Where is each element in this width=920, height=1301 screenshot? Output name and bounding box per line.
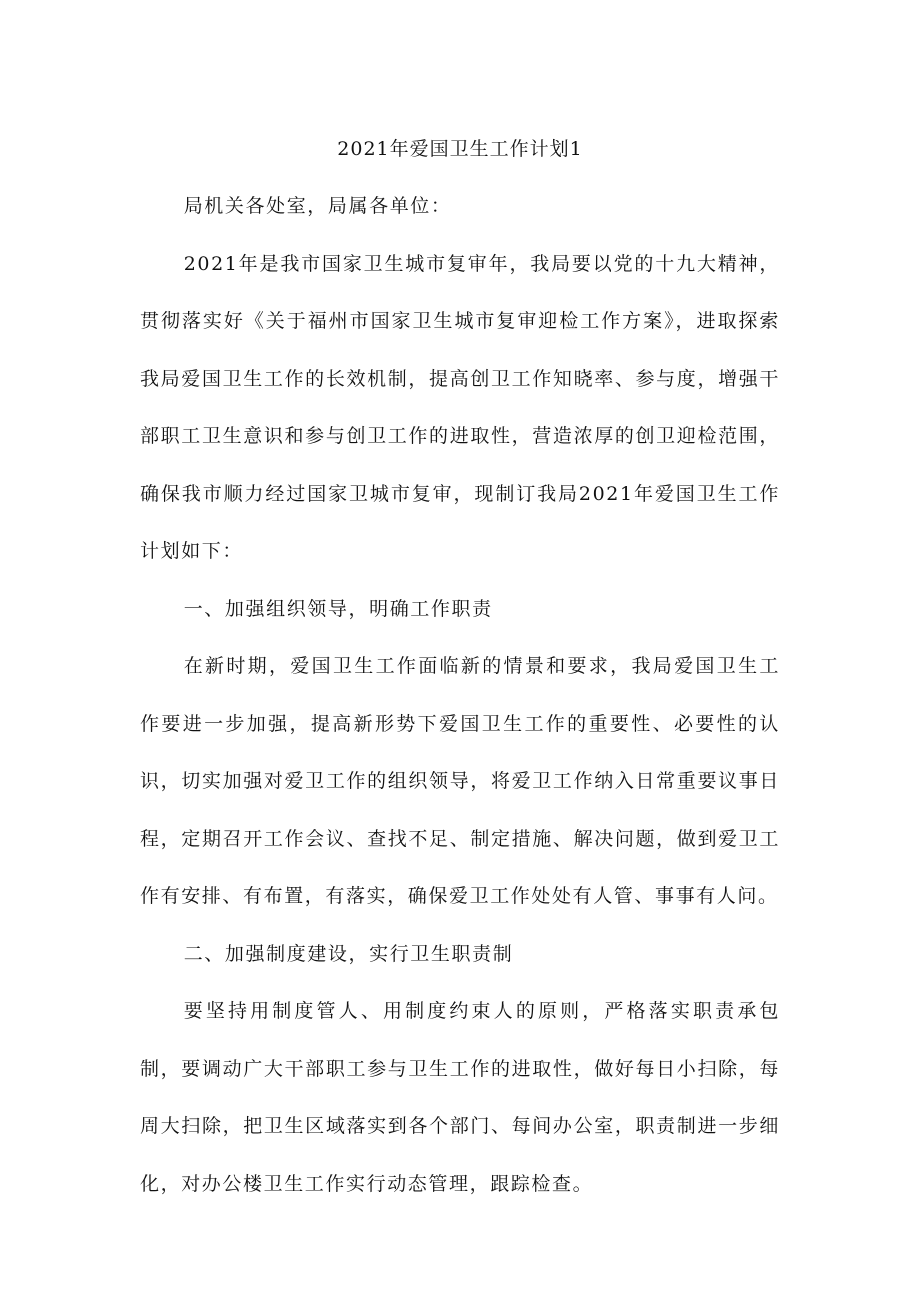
- paragraph-section-1: 在新时期，爱国卫生工作面临新的情景和要求，我局爱国卫生工作要进一步加强，提高新形势下爱国卫生工作的重要性、必要性的认识，切实加强对爱卫工作的组织领导，将爱卫工作纳入日常重要议事日程，定期召开工作会议、查找不足、制定措施、解决问题，做到爱卫工作有安排、有布置，有落实，确保爱卫工作处处有人管、事事有人问。: [140, 655, 780, 907]
- document-title: 2021年爱国卫生工作计划1: [337, 138, 583, 160]
- section-heading-1: 一、加强组织领导，明确工作职责: [183, 597, 493, 620]
- document-body: [140, 178, 780, 1213]
- salutation: 局机关各处室，局属各单位：: [183, 195, 452, 217]
- paragraph-section-2: 要坚持用制度管人、用制度约束人的原则，严格落实职责承包制，要调动广大干部职工参与卫生工作的进取性，做好每日小扫除，每周大扫除，把卫生区域落实到各个部门、每间办公室，职责制进一步细化，对办公楼卫生工作实行动态管理，跟踪检查。: [140, 1000, 780, 1195]
- section-heading-2: 二、加强制度建设，实行卫生职责制: [183, 942, 514, 965]
- paragraph-intro: 2021年是我市国家卫生城市复审年，我局要以党的十九大精神，贯彻落实好《关于福州市国家卫生城市复审迎检工作方案》，进取探索我局爱国卫生工作的长效机制，提高创卫工作知晓率、参与度，增强干部职工卫生意识和参与创卫工作的进取性，营造浓厚的创卫迎检范围，确保我市顺力经过国家卫城市复审，现制订我局2021年爱国卫生工作计划如下：: [140, 252, 780, 562]
